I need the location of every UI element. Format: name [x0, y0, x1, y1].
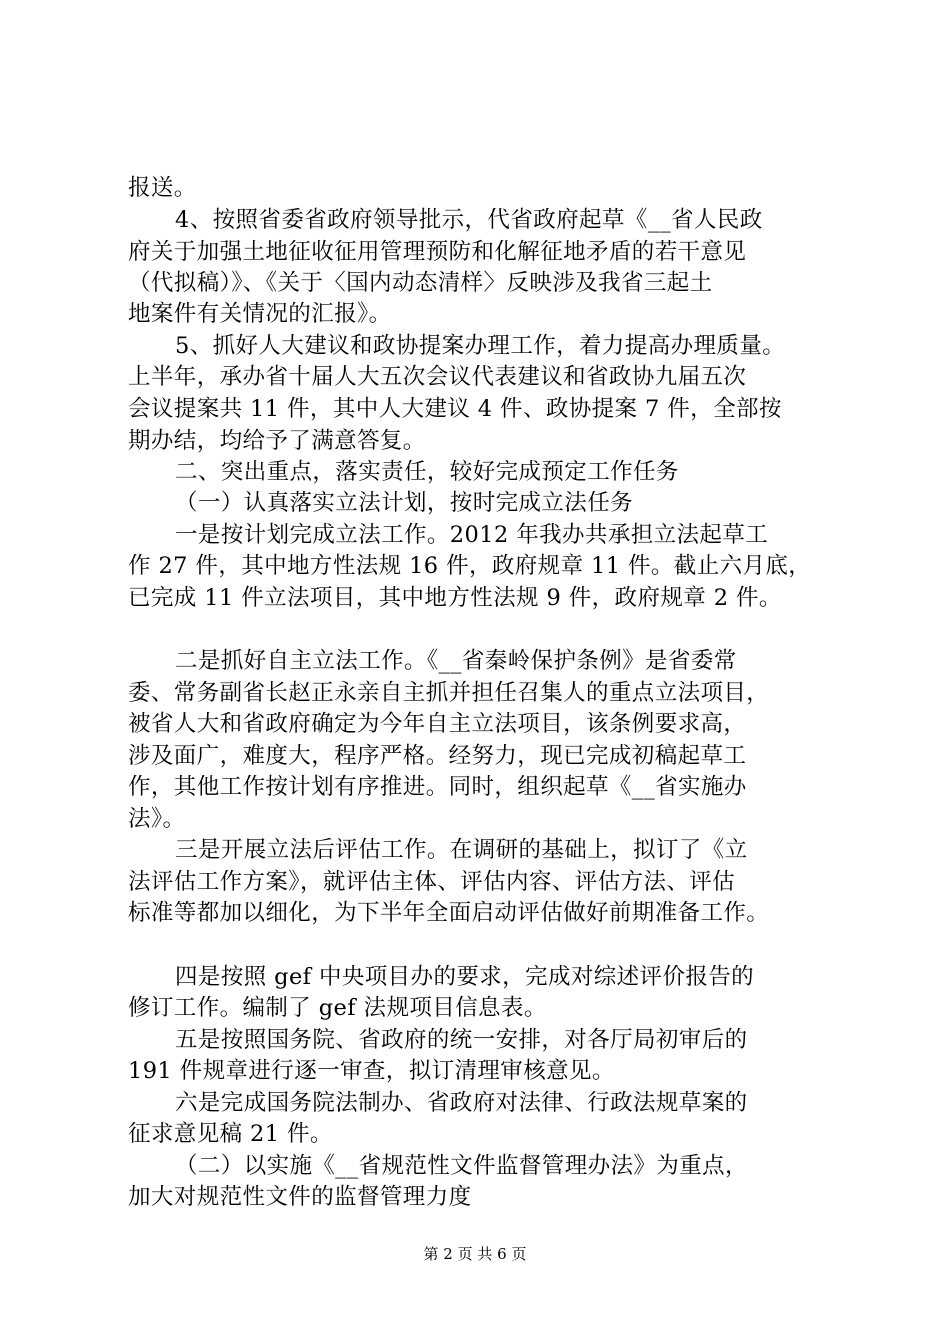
text-line: 191 件规章进行逐一审查，拟订清理审核意见。: [128, 1058, 615, 1084]
text-line: 5、抓好人大建议和政协提案办理工作，着力提高办理质量。: [175, 333, 786, 359]
section-heading: 二、突出重点，落实责任，较好完成预定工作任务: [175, 459, 679, 485]
text-line: 四是按照 gef 中央项目办的要求，完成对综述评价报告的: [175, 964, 755, 990]
text-line: 报送。: [128, 175, 197, 201]
text-line: 期办结，均给予了满意答复。: [128, 428, 426, 454]
text-line: 征求意见稿 21 件。: [128, 1121, 333, 1147]
text-line: 作，其他工作按计划有序推进。同时，组织起草《__省实施办: [128, 774, 747, 800]
text-line: 加大对规范性文件的监督管理力度: [128, 1184, 472, 1210]
text-line: 地案件有关情况的汇报》。: [128, 301, 392, 327]
subsection-heading: （二）以实施《__省规范性文件监督管理办法》为重点，: [175, 1153, 748, 1179]
text-line: 涉及面广，难度大，程序严格。经努力，现已完成初稿起草工: [128, 743, 747, 769]
text-line: 府关于加强土地征收征用管理预防和化解征地矛盾的若干意见: [128, 239, 747, 265]
text-line: 委、常务副省长赵正永亲自主抓并担任召集人的重点立法项目，: [128, 680, 770, 706]
text-line: 修订工作。编制了 gef 法规项目信息表。: [128, 995, 547, 1021]
text-line: 法》。: [128, 806, 186, 832]
text-line: 六是完成国务院法制办、省政府对法律、行政法规草案的: [175, 1090, 748, 1116]
text-line: 五是按照国务院、省政府的统一安排，对各厅局初审后的: [175, 1027, 748, 1053]
page-number-footer: 第 2 页 共 6 页: [423, 1245, 527, 1263]
text-line: 标准等都加以细化，为下半年全面启动评估做好前期准备工作。: [128, 900, 770, 926]
text-line: 4、按照省委省政府领导批示，代省政府起草《__省人民政: [175, 207, 763, 233]
text-line: 三是开展立法后评估工作。在调研的基础上，拟订了《立: [175, 837, 748, 863]
subsection-heading: （一）认真落实立法计划，按时完成立法任务: [175, 490, 634, 516]
text-line: 作 27 件，其中地方性法规 16 件，政府规章 11 件。截止六月底，: [128, 553, 812, 579]
text-line: 已完成 11 件立法项目，其中地方性法规 9 件，政府规章 2 件。: [128, 585, 782, 611]
text-line: 二是抓好自主立法工作。《__省秦岭保护条例》是省委常: [175, 648, 737, 674]
text-line: 法评估工作方案》，就评估主体、评估内容、评估方法、评估: [128, 869, 736, 895]
text-line: 上半年，承办省十届人大五次会议代表建议和省政协九届五次: [128, 364, 747, 390]
text-line: （代拟稿）》、《关于〈国内动态清样〉反映涉及我省三起土: [128, 270, 713, 296]
text-line: 被省人大和省政府确定为今年自主立法项目，该条例要求高，: [128, 711, 747, 737]
text-line: 一是按计划完成立法工作。2012 年我办共承担立法起草工: [175, 522, 769, 548]
text-line: 会议提案共 11 件，其中人大建议 4 件、政协提案 7 件，全部按: [128, 396, 782, 422]
